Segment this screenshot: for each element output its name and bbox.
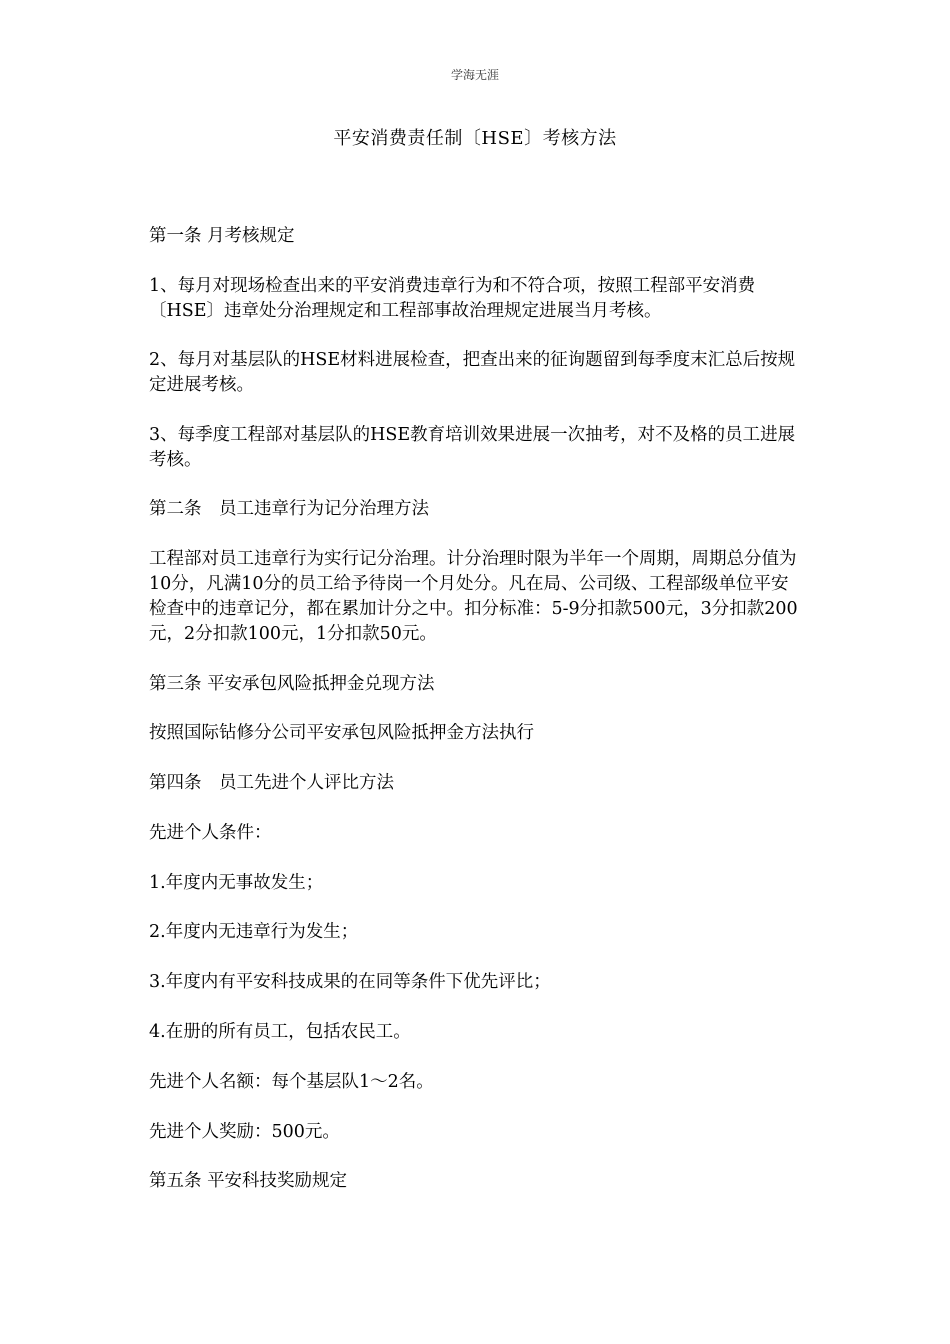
article2-body: 工程部对员工违章行为实行记分治理。计分治理时限为半年一个周期，周期总分值为10分，凡满10分的员工给予待岗一个月处分。凡在局、公司级、工程部级单位平安检查中的违章记分，都在累加计分之中。扣分标准：5-9分扣款500元，3分扣款200元，2分扣款100元，1分扣款50元。 [149, 549, 798, 644]
article5-heading: 第五条 平安科技奖励规定 [149, 1171, 348, 1191]
article1-item1: 1、每月对现场检查出来的平安消费违章行为和不符合项，按照工程部平安消费〔HSE〕违章处分治理规定和工程部事故治理规定进展当月考核。 [149, 276, 756, 321]
article4-condition-1: 1.年度内无事故发生； [149, 873, 324, 893]
article4-condition-2: 2.年度内无违章行为发生； [149, 922, 359, 942]
page-header: 学海无涯 [450, 68, 499, 82]
article1-item2: 2、每月对基层队的HSE材料进展检查，把查出来的征询题留到每季度末汇总后按规定进展考核。 [149, 350, 796, 395]
article3-heading: 第三条 平安承包风险抵押金兑现方法 [149, 674, 435, 694]
article4-condition-3: 3.年度内有平安科技成果的在同等条件下优先评比； [149, 972, 551, 992]
article1-item3: 3、每季度工程部对基层队的HSE教育培训效果进展一次抽考，对不及格的员工进展考核。 [149, 425, 796, 470]
article2-heading: 第二条 员工违章行为记分治理方法 [149, 499, 429, 519]
article1-heading: 第一条 月考核规定 [149, 226, 295, 246]
article3-body: 按照国际钻修分公司平安承包风险抵押金方法执行 [149, 723, 534, 743]
article4-conditions-label: 先进个人条件： [149, 823, 272, 843]
article4-quota: 先进个人名额：每个基层队1～2名。 [149, 1072, 434, 1092]
article4-heading: 第四条 员工先进个人评比方法 [149, 773, 394, 793]
article4-reward: 先进个人奖励：500元。 [149, 1122, 340, 1142]
article4-condition-4: 4.在册的所有员工，包括农民工。 [149, 1022, 411, 1042]
document-title: 平安消费责任制〔HSE〕考核方法 [333, 128, 617, 149]
